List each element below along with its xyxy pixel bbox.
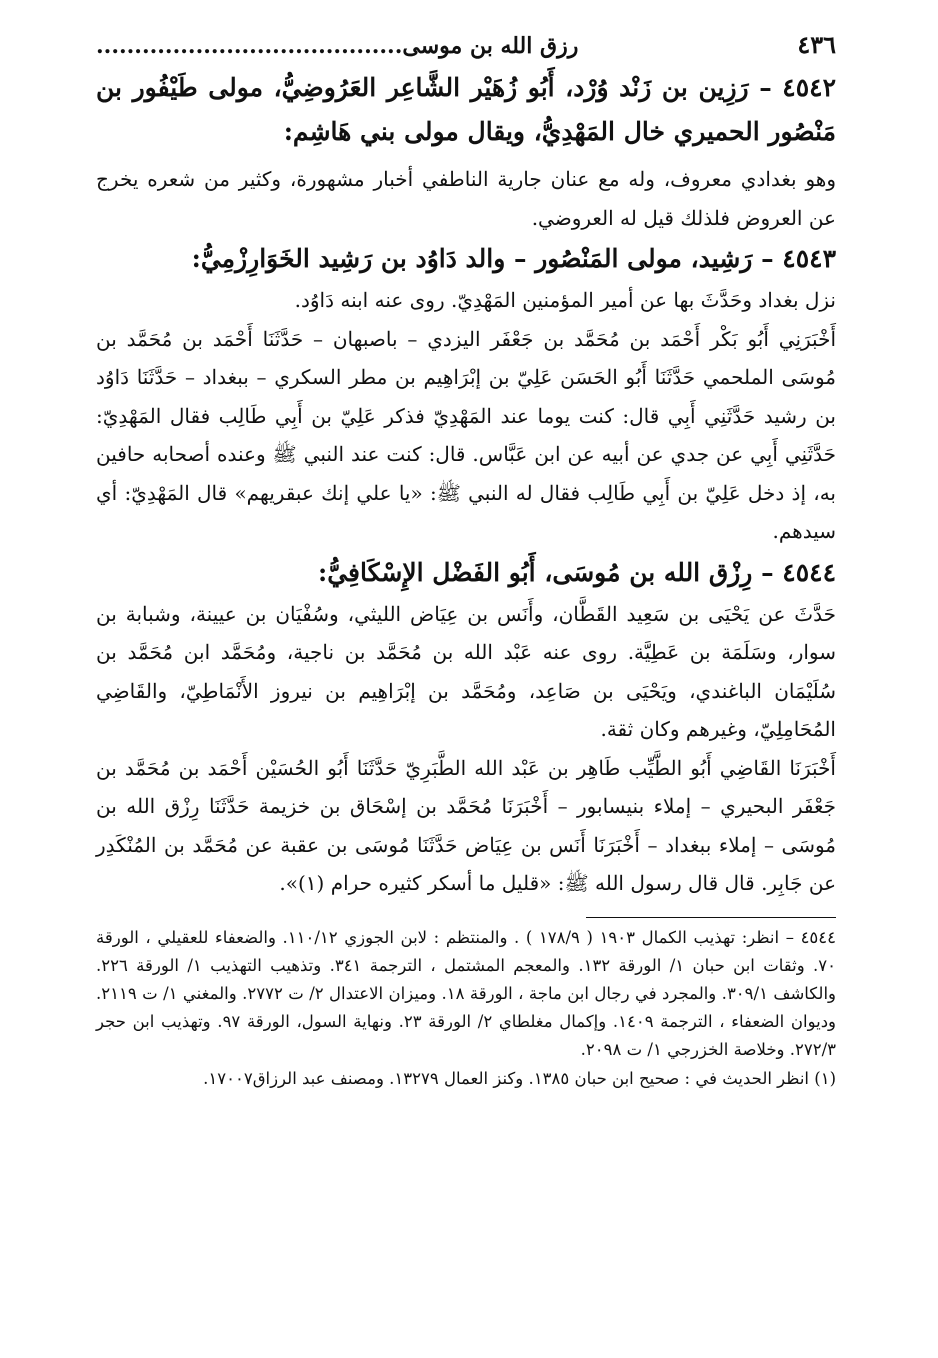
entry-4544-isnad-paragraph: أَخْبَرَنَا القَاضِي أَبُو الطَّيِّب طَاهِر بن عَبْد الله الطَّبَرِيّ حَدَّثَنَا أَبُو الحُسَيْن أَحْمَد بن مُحَمَّد بن جَعْفَر البحيري – إملاء بنيسابور – أَخْبَرَنَا مُحَمَّد بن إسْحَاق بن خزيمة حَدَّثَنَا رِزْق الله بن مُوسَى – إملاء ببغداد – أَخْبَرَنَا أَنَس بن عِيَاض حَدَّثَنَا مُوسَى بن عقبة عن مُحَمَّد بن المُنْكَدِر عن جَابِر. قال قال رسول الله ﷺ: «قليل ما أسكر كثيره حرام (١)». <box>96 755 836 895</box>
entry-4544-paragraph-1: حَدَّثَ عن يَحْيَى بن سَعِيد القَطَّان، وأَنَس بن عِيَاض الليثي، وسُفْيَان بن عيينة، وشبابة بن سوار، وسَلَمَة بن عَطِيَّة. روى عنه عَبْد الله بن مُحَمَّد بن ناجية، ومُحَمَّد ابن مُحَمَّد بن سُلَيْمَان الباغندي، ويَحْيَى بن صَاعِد، ومُحَمَّد بن إبْرَاهِيم بن نيروز الأَنْمَاطِيّ، والقَاضِي المُحَامِلِيّ، وغيرهم وكان ثقة. <box>96 601 836 741</box>
entry-4543-isnad-paragraph: أَخْبَرَنِي أَبُو بَكْر أَحْمَد بن مُحَمَّد بن جَعْفَر اليزدي – باصبهان – حَدَّثَنَا أَحْمَد بن مُحَمَّد بن مُوسَى الملحمي حَدَّثَنَا أَبُو الحَسَن عَلِيّ بن إبْرَاهِيم بن مطر السكري – ببغداد – حَدَّثَنَا دَاوُد بن رشيد حَدَّثَنِي أَبِي قال: كنت يوما عند المَهْدِيّ فذكر عَلِيّ بن أَبِي طَالِب فقال المَهْدِيّ: حَدَّثَنِي أَبِي عن جدي عن أبيه عن ابن عَبَّاس. قال: كنت عند النبي ﷺ وعنده أصحابه حافين به، إذ دخل عَلِيّ بن أَبِي طَالِب فقال له النبي ﷺ: «يا علي إنك عبقريهم» قال المَهْدِيّ: أي سيدهم. <box>96 326 836 543</box>
footnotes <box>96 924 836 1093</box>
entry-4542-title: ٤٥٤٢ – رَزِين بن زَنْد وُرْد، أَبُو زُهَيْر الشَّاعِر العَرُوضِيُّ، مولى طَيْفُور بن مَنْصُور الحميري خال المَهْدِيُّ، ويقال مولى بني هَاشِم: <box>96 73 836 146</box>
footnote-1: (١) انظر الحديث في : صحيح ابن حبان ١٣٨٥. وكنز العمال ١٣٢٧٩. ومصنف عبد الرزاق١٧٠٠٧. <box>203 1068 836 1088</box>
footnote-divider <box>586 917 836 918</box>
entry-4542-paragraph: وهو بغدادي معروف، وله مع عنان جارية الناطفي أخبار مشهورة، وكثير من شعره يخرج عن العروض فلذلك قيل له العروضي. <box>96 167 836 230</box>
page-number: ٤٣٦ <box>797 30 836 59</box>
running-head <box>96 30 836 66</box>
entry-4544-title: ٤٥٤٤ – رِزْق الله بن مُوسَى، أَبُو الفَضْل الإِسْكَافِيُّ: <box>317 557 836 587</box>
running-title: رزق الله بن موسى........................................ <box>96 33 579 59</box>
entry-4543-paragraph-1: نزل بغداد وحَدَّثَ بها عن أمير المؤمنين المَهْدِيّ. روى عنه ابنه دَاوُد. <box>294 288 836 312</box>
footnote-entry-4544: ٤٥٤٤ – انظر: تهذيب الكمال ١٩٠٣ ( ١٧٨/٩ ) . والمنتظم : لابن الجوزي ١١٠/١٢. والضعفاء للعقيلي ، الورقة ٧٠. وثقات ابن حبان ١/ الورقة ١٣٢. والمعجم المشتمل ، الترجمة ٣٤١. وتذهيب التهذيب ١/ الورقة ٢٢٦. والكاشف ٣٠٩/١. والمجرد في رجال ابن ماجة ، الورقة ١٨. وميزان الاعتدال ٢/ ت ٢٧٧٢. والمغني ١/ ت ٢١١٩. وديوان الضعفاء ، الترجمة ١٤٠٩. وإكمال مغلطاي ٢/ الورقة ٢٣. ونهاية السول، الورقة ٩٧. وتهذيب ابن حجر ٢٧٢/٣. وخلاصة الخزرجي ١/ ت ٢٠٩٨. <box>96 927 837 1060</box>
entry-4543-title: ٤٥٤٣ – رَشِيد، مولى المَنْصُور – والد دَاوُد بن رَشِيد الخَوَارِزْمِيُّ: <box>191 244 836 273</box>
